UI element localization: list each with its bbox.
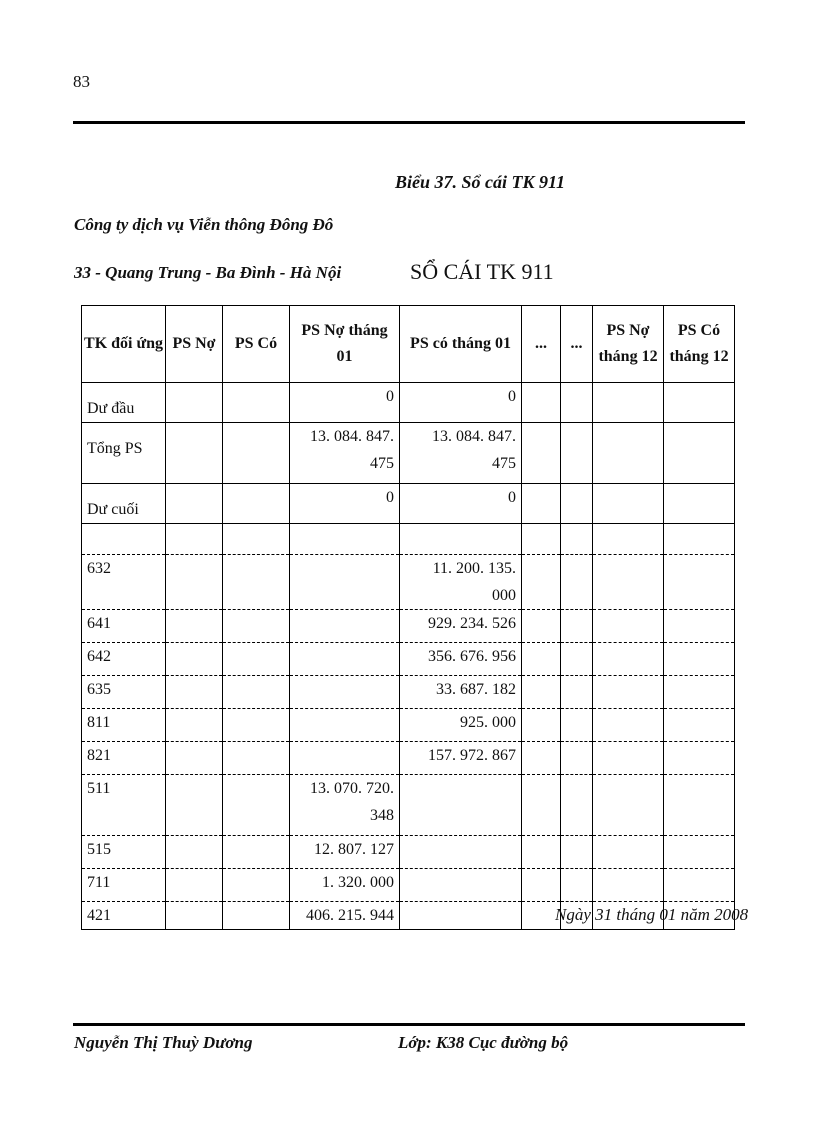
cell-ps-no-t12 [593, 869, 664, 902]
cell-ps-co-t12 [664, 742, 735, 775]
cell-ps-no [166, 902, 223, 930]
cell-ellipsis-2 [561, 775, 593, 836]
cell-ellipsis-1 [522, 709, 561, 742]
table-row [82, 709, 735, 742]
table-caption: Biểu 37. Sổ cái TK 911 [395, 172, 566, 192]
cell-ellipsis-1 [522, 555, 561, 610]
cell-ps-co [223, 423, 290, 484]
cell-ps-co-t12 [664, 709, 735, 742]
class-info: Lớp: K38 Cục đường bộ [398, 1033, 569, 1052]
cell-ps-co [223, 869, 290, 902]
cell-ps-co-t01: 356. 676. 956 [400, 643, 522, 676]
cell-ps-no-t12 [593, 643, 664, 676]
table-row [82, 869, 735, 902]
cell-ps-co-t01 [400, 524, 522, 555]
table-row [82, 423, 735, 484]
cell-ps-no-t12 [593, 610, 664, 643]
cell-ps-co [223, 524, 290, 555]
cell-ps-co-t12 [664, 383, 735, 423]
cell-ps-no-t01: 1. 320. 000 [290, 869, 400, 902]
cell-ps-co [223, 742, 290, 775]
cell-ps-co-t01 [400, 836, 522, 869]
cell-ps-no-t01 [290, 610, 400, 643]
footer-rule [73, 1023, 745, 1026]
table-row [82, 383, 735, 423]
table-row [82, 676, 735, 709]
cell-ps-no [166, 610, 223, 643]
cell-ps-no-t01 [290, 555, 400, 610]
header-ps-no-t12: PS Nợ tháng 12 [593, 306, 664, 383]
table-row [82, 555, 735, 610]
cell-ps-co [223, 902, 290, 930]
cell-ps-co-t01 [400, 902, 522, 930]
cell-account: 811 [82, 709, 166, 742]
cell-ellipsis-2 [561, 709, 593, 742]
cell-ps-co [223, 643, 290, 676]
cell-ps-no-t01 [290, 524, 400, 555]
ledger-title: SỔ CÁI TK 911 [410, 259, 554, 284]
cell-ellipsis-2 [561, 555, 593, 610]
cell-ellipsis-2 [561, 676, 593, 709]
cell-ellipsis-2 [561, 610, 593, 643]
cell-account: 711 [82, 869, 166, 902]
cell-ellipsis-1 [522, 383, 561, 423]
cell-ps-co-t01: 13. 084. 847. 475 [400, 423, 522, 484]
cell-account: 641 [82, 610, 166, 643]
cell-ellipsis-1 [522, 484, 561, 524]
cell-account: 515 [82, 836, 166, 869]
cell-ps-co-t12 [664, 555, 735, 610]
cell-ps-no-t12 [593, 676, 664, 709]
cell-ps-co [223, 676, 290, 709]
company-address: 33 - Quang Trung - Ba Đình - Hà Nội [74, 263, 342, 282]
ledger-header-row [82, 306, 735, 383]
cell-ps-co-t12 [664, 643, 735, 676]
cell-ps-co-t01: 0 [400, 484, 522, 524]
cell-ellipsis-2 [561, 484, 593, 524]
cell-ellipsis-1 [522, 423, 561, 484]
ledger-body [82, 383, 735, 930]
cell-ps-no-t12 [593, 383, 664, 423]
cell-account: 421 [82, 902, 166, 930]
cell-ps-no-t12 [593, 423, 664, 484]
cell-account: Dư cuối [82, 484, 166, 524]
cell-account: 821 [82, 742, 166, 775]
cell-account: 642 [82, 643, 166, 676]
ledger-table [81, 305, 735, 930]
cell-ellipsis-2 [561, 383, 593, 423]
cell-ellipsis-1 [522, 836, 561, 869]
header-ps-no-t01: PS Nợ tháng 01 [290, 306, 400, 383]
cell-ps-co-t12 [664, 869, 735, 902]
cell-account: 632 [82, 555, 166, 610]
cell-ps-co-t12 [664, 524, 735, 555]
cell-ps-no [166, 742, 223, 775]
header-ps-no: PS Nợ [166, 306, 223, 383]
cell-ellipsis-2 [561, 423, 593, 484]
company-name: Công ty dịch vụ Viễn thông Đông Đô [74, 215, 334, 234]
header-ps-co: PS Có [223, 306, 290, 383]
cell-ellipsis-1 [522, 643, 561, 676]
cell-ps-no [166, 709, 223, 742]
cell-ps-no-t12 [593, 555, 664, 610]
cell-ellipsis-2 [561, 643, 593, 676]
cell-ps-co-t01: 157. 972. 867 [400, 742, 522, 775]
cell-ps-no-t12 [593, 484, 664, 524]
cell-ellipsis-2 [561, 524, 593, 555]
cell-ps-no-t01: 406. 215. 944 [290, 902, 400, 930]
table-row [82, 836, 735, 869]
cell-ps-no [166, 775, 223, 836]
cell-ps-co-t01: 929. 234. 526 [400, 610, 522, 643]
cell-ps-no [166, 869, 223, 902]
date-line: Ngày 31 tháng 01 năm 2008 [555, 905, 749, 924]
cell-ellipsis-1 [522, 610, 561, 643]
cell-account: Dư đầu [82, 383, 166, 423]
cell-ps-no [166, 836, 223, 869]
cell-ps-no-t12 [593, 775, 664, 836]
cell-ps-co-t12 [664, 775, 735, 836]
cell-ps-co-t01 [400, 775, 522, 836]
header-ps-co-t12: PS Có tháng 12 [664, 306, 735, 383]
cell-ps-no-t01: 12. 807. 127 [290, 836, 400, 869]
cell-ps-co [223, 484, 290, 524]
cell-ps-co-t01: 11. 200. 135. 000 [400, 555, 522, 610]
table-row [82, 742, 735, 775]
header-account: TK đối ứng [82, 306, 166, 383]
cell-ps-no-t12 [593, 742, 664, 775]
cell-ps-co [223, 383, 290, 423]
table-row [82, 643, 735, 676]
cell-ps-no-t01: 13. 084. 847. 475 [290, 423, 400, 484]
header-rule [73, 121, 745, 124]
cell-ellipsis-1 [522, 676, 561, 709]
cell-ellipsis-2 [561, 869, 593, 902]
cell-ps-no [166, 643, 223, 676]
cell-ps-no [166, 676, 223, 709]
cell-ps-co-t12 [664, 423, 735, 484]
cell-ps-co-t12 [664, 610, 735, 643]
cell-ps-co [223, 555, 290, 610]
cell-ps-no-t12 [593, 836, 664, 869]
cell-ps-no-t01: 13. 070. 720. 348 [290, 775, 400, 836]
cell-ps-no-t01 [290, 643, 400, 676]
cell-ps-co [223, 709, 290, 742]
cell-ps-co-t12 [664, 836, 735, 869]
cell-ps-no-t01 [290, 709, 400, 742]
cell-ps-no-t01 [290, 676, 400, 709]
cell-ps-no-t01: 0 [290, 484, 400, 524]
table-row [82, 484, 735, 524]
cell-account: 635 [82, 676, 166, 709]
cell-ps-no-t12 [593, 524, 664, 555]
cell-ps-co [223, 775, 290, 836]
page-number: 83 [73, 72, 90, 91]
cell-ps-no [166, 524, 223, 555]
cell-ellipsis-1 [522, 775, 561, 836]
table-row [82, 524, 735, 555]
cell-ps-no [166, 555, 223, 610]
cell-ellipsis-2 [561, 742, 593, 775]
cell-ps-co-t01: 0 [400, 383, 522, 423]
cell-ellipsis-1 [522, 524, 561, 555]
cell-ps-co [223, 836, 290, 869]
cell-ps-co-t01 [400, 869, 522, 902]
author-name: Nguyễn Thị Thuỳ Dương [74, 1033, 253, 1052]
cell-ps-no-t01: 0 [290, 383, 400, 423]
cell-account [82, 524, 166, 555]
header-ps-co-t01: PS có tháng 01 [400, 306, 522, 383]
cell-ellipsis-2 [561, 836, 593, 869]
cell-ps-co [223, 610, 290, 643]
cell-ellipsis-1 [522, 742, 561, 775]
cell-ps-no-t12 [593, 709, 664, 742]
cell-ps-co-t12 [664, 676, 735, 709]
header-ellipsis-2: ... [561, 306, 593, 383]
cell-ps-co-t01: 925. 000 [400, 709, 522, 742]
table-row [82, 775, 735, 836]
cell-ps-no [166, 484, 223, 524]
cell-ps-no-t01 [290, 742, 400, 775]
header-ellipsis-1: ... [522, 306, 561, 383]
cell-ps-no [166, 423, 223, 484]
cell-ps-co-t12 [664, 484, 735, 524]
table-row [82, 610, 735, 643]
cell-ps-co-t01: 33. 687. 182 [400, 676, 522, 709]
cell-ellipsis-1 [522, 869, 561, 902]
cell-account: 511 [82, 775, 166, 836]
cell-ps-no [166, 383, 223, 423]
cell-account: Tổng PS [82, 423, 166, 484]
